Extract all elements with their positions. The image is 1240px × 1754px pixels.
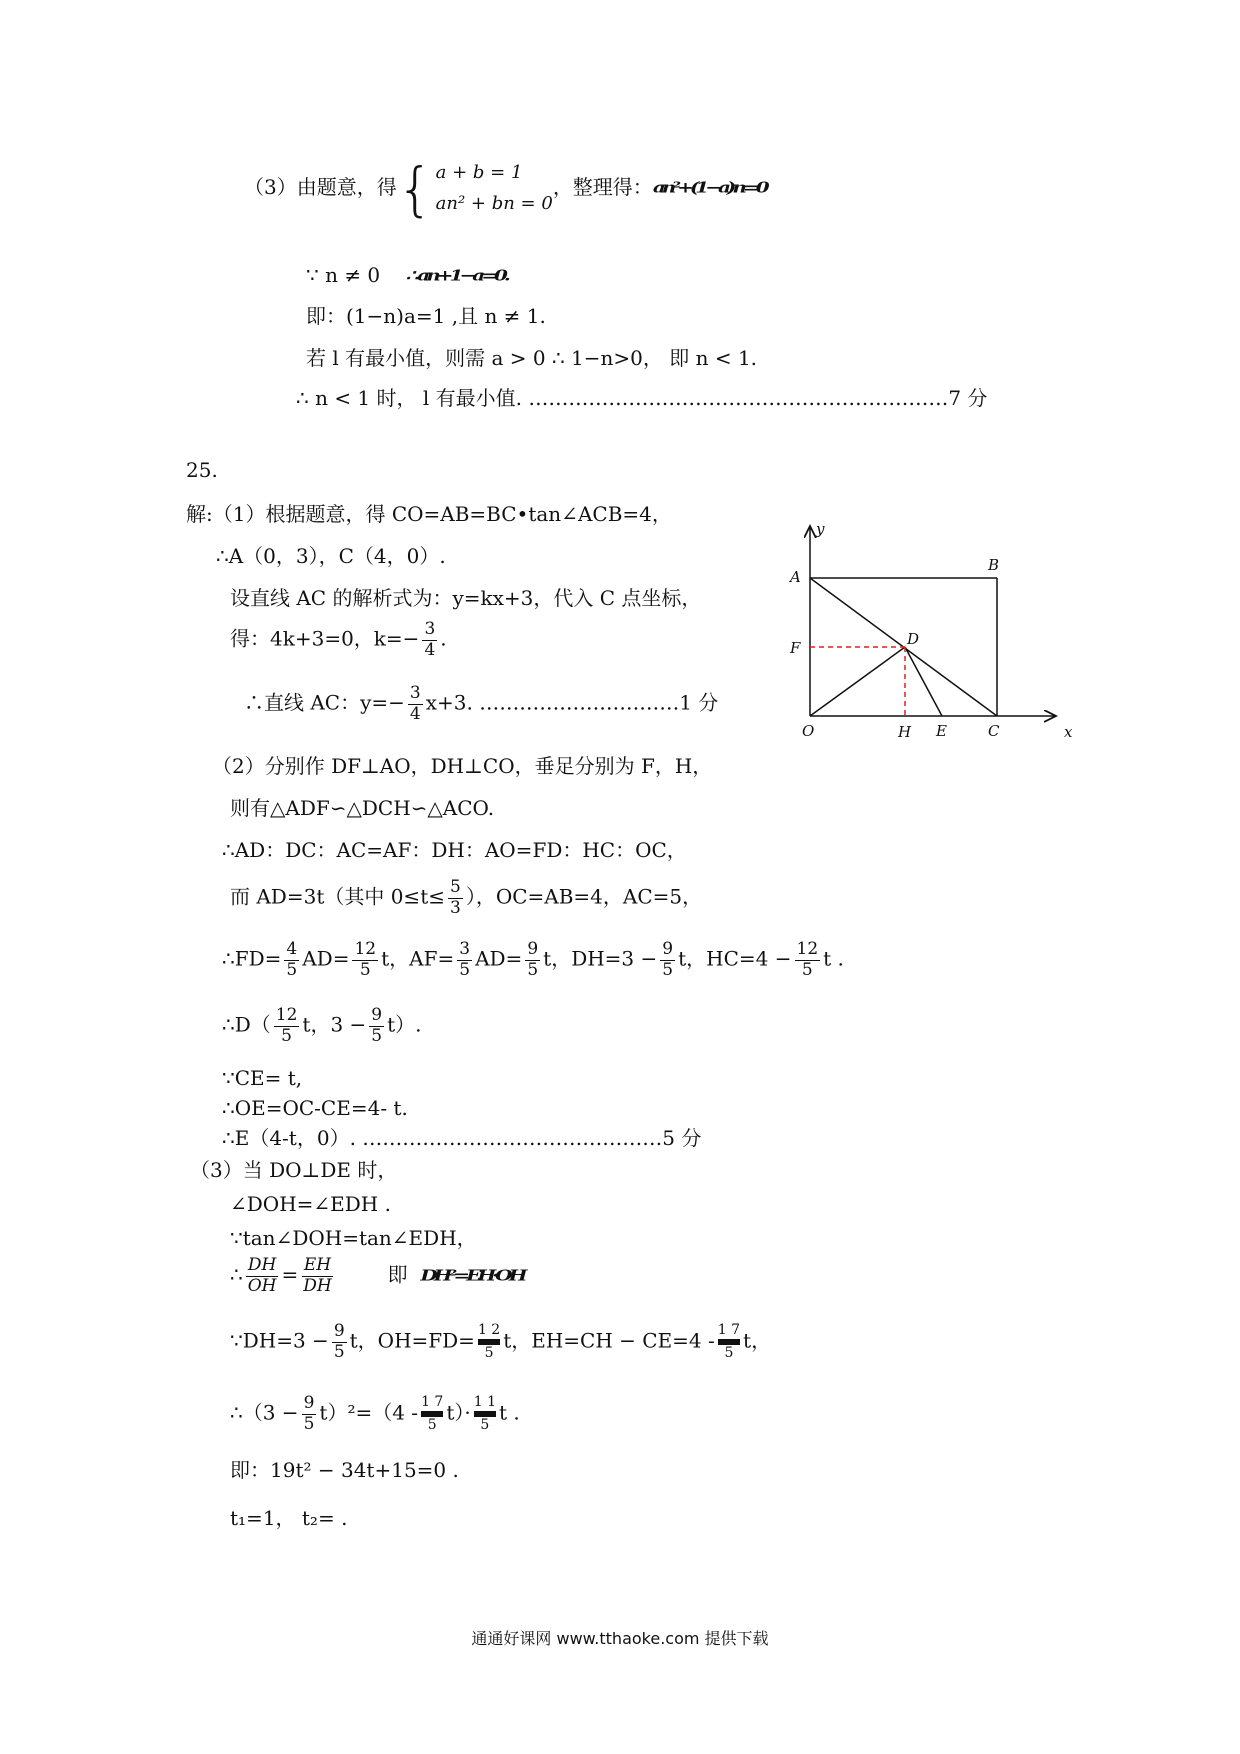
fraction — [332, 1322, 347, 1362]
text: t，EH=CH − CE=4 - — [503, 1328, 715, 1353]
text: t，OH=FD= — [349, 1328, 475, 1353]
part3-line4 — [230, 1256, 524, 1296]
numerator: 1 1 — [473, 1393, 496, 1410]
denominator: 5 — [459, 959, 471, 980]
numerator: 9 — [527, 939, 539, 959]
text: t . — [823, 946, 844, 971]
denominator: 5 — [527, 959, 539, 980]
text: t）²=（4 - — [319, 1400, 419, 1425]
text: ∴（3 − — [230, 1400, 299, 1425]
numerator: 12 — [354, 939, 377, 959]
numerator: 5 — [450, 877, 461, 897]
part2-line1: （2）分别作 DF⊥AO，DH⊥CO，垂足分别为 F，H， — [212, 754, 713, 778]
part3-line7: 即：19t² − 34t+15=0 . — [230, 1458, 459, 1482]
garbled-equation: ∴ an+1−a=0. — [405, 266, 507, 284]
part3-line8: t₁=1， t₂= . — [230, 1506, 348, 1530]
text: 即 — [387, 1262, 408, 1287]
part2-line9: ∴E（4-t，0）. ………………………………………5 分 — [222, 1126, 702, 1150]
denominator: 4 — [424, 639, 436, 660]
fraction — [421, 1395, 443, 1434]
q25-step2: ∴A（0，3），C（4，0）. — [216, 544, 446, 568]
garbled-equation: an²+(1−a)n=0 — [652, 178, 766, 197]
text: ∴D（ — [222, 1012, 271, 1037]
text: = — [281, 1262, 299, 1287]
text: AD= — [302, 946, 350, 971]
fraction — [301, 1256, 333, 1296]
denominator: 5 — [480, 1417, 490, 1434]
text: （3）由题意，得 — [244, 175, 397, 200]
p3top-line3: 即：(1−n)a=1 ,且 n ≠ 1. — [306, 304, 546, 328]
numerator: 12 — [275, 1005, 298, 1025]
text: t）. — [387, 1012, 422, 1037]
numerator: 3 — [424, 619, 436, 639]
denominator: 5 — [359, 959, 371, 980]
text: t，HC=4 − — [678, 946, 792, 971]
text: ∴ — [230, 1262, 243, 1287]
part3-line6 — [230, 1394, 520, 1434]
denominator: 5 — [286, 959, 298, 980]
segment-de — [905, 647, 942, 716]
numerator: 3 — [409, 683, 421, 703]
fraction — [795, 940, 821, 980]
denominator: 5 — [662, 959, 674, 980]
x-axis-label: x — [1064, 723, 1073, 741]
denominator: 3 — [450, 897, 461, 918]
numerator: 1 7 — [717, 1321, 741, 1338]
point-o-label: O — [802, 722, 815, 740]
text: ∴直线 AC：y=− — [244, 690, 405, 715]
p3top-line4: 若 l 有最小值，则需 a > 0 ∴ 1−n>0， 即 n < 1. — [306, 346, 758, 370]
equation-1: a + b = 1 — [435, 162, 523, 183]
fraction — [274, 1006, 300, 1046]
fraction — [246, 1256, 279, 1296]
text: t，3 − — [302, 1012, 367, 1037]
segment-od — [810, 647, 905, 716]
fraction — [448, 878, 463, 918]
part3-line2: ∠DOH=∠EDH . — [230, 1192, 391, 1216]
part2-line5 — [222, 940, 844, 980]
text: ∴FD= — [222, 946, 282, 971]
p3top-line5: ∴ n < 1 时， l 有最小值. ………………………………………………………7 分 — [296, 386, 988, 410]
text: ∵DH=3 − — [230, 1328, 329, 1353]
p3top-line2 — [306, 263, 507, 287]
p3top-line1 — [244, 154, 766, 223]
text: t）· — [446, 1400, 471, 1425]
text: . — [440, 626, 447, 651]
equation-2: an² + bn = 0 — [435, 192, 553, 214]
fraction — [457, 940, 472, 980]
part2-line2: 则有△ADF∽△DCH∽△ACO. — [230, 796, 495, 820]
q25-step1: 解:（1）根据题意，得 CO=AB=BC•tan∠ACB=4， — [186, 502, 672, 526]
text: 而 AD=3t（其中 0≤t≤ — [230, 884, 445, 909]
y-axis-label: y — [816, 520, 825, 538]
numerator: DH — [247, 1255, 277, 1275]
fraction — [302, 1394, 317, 1434]
numerator: 3 — [459, 939, 471, 959]
part2-line3: ∴AD：DC：AC=AF：DH：AO=FD：HC：OC， — [222, 838, 687, 862]
part2-line4 — [230, 878, 702, 918]
fraction — [408, 684, 423, 724]
q25-step4 — [230, 620, 447, 660]
fraction — [369, 1006, 384, 1046]
geometry-figure — [780, 520, 1080, 750]
point-b-label: B — [988, 556, 1000, 574]
denominator: 5 — [281, 1025, 292, 1046]
fraction — [352, 940, 378, 980]
part3-line1: （3）当 DO⊥DE 时， — [190, 1158, 398, 1182]
text: x+3. …………………………1 分 — [425, 690, 719, 715]
numerator: 9 — [333, 1321, 345, 1341]
part2-line6 — [222, 1006, 422, 1046]
fraction — [422, 620, 437, 660]
text: AD= — [475, 946, 523, 971]
point-e-label: E — [936, 722, 947, 740]
numerator: 12 — [796, 939, 819, 959]
point-c-label: C — [988, 722, 1000, 740]
part3-line3: ∵tan∠DOH=tan∠EDH， — [230, 1226, 477, 1250]
numerator: 1 7 — [421, 1393, 444, 1410]
denominator: 5 — [371, 1025, 383, 1046]
text: t . — [499, 1400, 520, 1425]
part3-line5 — [230, 1322, 771, 1362]
numerator: 4 — [286, 939, 298, 959]
point-a-label: A — [790, 568, 801, 586]
text: ∵ n ≠ 0 — [306, 263, 381, 287]
footer-source: 通通好课网 www.tthaoke.com 提供下载 — [471, 1629, 769, 1648]
fraction — [284, 940, 299, 980]
text: 得：4k+3=0，k=− — [230, 626, 420, 651]
denominator: 5 — [801, 959, 813, 980]
denominator: 4 — [409, 703, 421, 724]
fraction — [525, 940, 540, 980]
text: ），OC=AB=4，AC=5， — [465, 884, 703, 909]
point-h-label: H — [898, 723, 912, 741]
denominator: DH — [303, 1275, 332, 1296]
text: t，DH=3 − — [543, 946, 658, 971]
fraction — [474, 1395, 496, 1434]
numerator: 9 — [303, 1393, 315, 1413]
part2-line7: ∵CE= t, — [222, 1066, 303, 1090]
denominator: 5 — [427, 1417, 437, 1434]
denominator: OH — [247, 1275, 277, 1296]
q25-step5 — [244, 684, 718, 724]
equation-system — [436, 158, 553, 219]
fraction — [660, 940, 675, 980]
text: t，AF= — [381, 946, 455, 971]
numerator: 9 — [662, 939, 674, 959]
text: ，整理得： — [552, 175, 653, 200]
brace-symbol: { — [396, 154, 434, 223]
numerator: 1 2 — [477, 1321, 501, 1338]
point-d-label: D — [907, 630, 920, 648]
question-number: 25. — [186, 458, 218, 482]
text: t， — [743, 1328, 772, 1353]
point-f-label: F — [790, 639, 801, 657]
part2-line8: ∴OE=OC-CE=4- t. — [222, 1096, 408, 1120]
fraction — [478, 1323, 500, 1362]
garbled-equation: DH²=EH·OH — [420, 1265, 524, 1284]
numerator: 9 — [371, 1005, 383, 1025]
denominator: 5 — [303, 1413, 315, 1434]
denominator: 5 — [333, 1341, 345, 1362]
q25-step3: 设直线 AC 的解析式为：y=kx+3，代入 C 点坐标， — [230, 586, 702, 610]
numerator: EH — [303, 1255, 332, 1275]
denominator: 5 — [724, 1345, 734, 1362]
fraction — [718, 1323, 740, 1362]
denominator: 5 — [484, 1345, 494, 1362]
